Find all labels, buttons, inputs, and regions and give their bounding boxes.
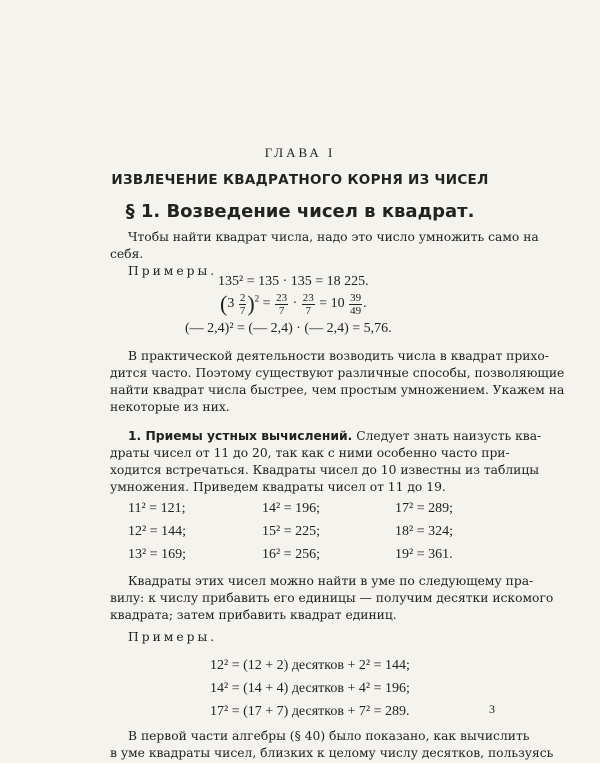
square-entry: 19² = 361. [395,547,453,562]
chapter-title: ИЗВЛЕЧЕНИЕ КВАДРАТНОГО КОРНЯ ИЗ ЧИСЕЛ [111,172,489,188]
example-3: (— 2,4)² = (— 2,4) · (— 2,4) = 5,76. [185,321,392,336]
square-entry: 12² = 144; [128,524,186,539]
intro-line: себя. [110,247,144,261]
square-entry: 13² = 169; [128,547,186,562]
examples-label-2: Примеры. [128,630,218,644]
section-title: § 1. Возведение чисел в квадрат. [125,201,475,222]
rule-line: вилу: к числу прибавить его единицы — получим десятки искомого [110,591,554,605]
practice-line: некоторые из них. [110,400,230,414]
rule-example: 12² = (12 + 2) десятков + 2² = 144; [210,658,410,673]
practice-line: В практической деятельности возводить числа в квадрат прихо- [128,349,549,363]
closing-line: В первой части алгебры (§ 40) было показано, как вычислить [128,729,530,743]
practice-line: найти квадрат числа быстрее, чем простым умножением. Укажем на [110,383,565,397]
closing-line: в уме квадраты чисел, близких к целому числу десятков, пользуясь [110,746,554,760]
square-entry: 16² = 256; [262,547,320,562]
item-1-first-line-rest: Следует знать наизусть ква- [356,429,542,443]
intro-line: Чтобы найти квадрат числа, надо это число умножить само на [128,230,539,244]
rule-line: Квадраты этих чисел можно найти в уме по следующему пра- [128,574,534,588]
rule-example: 14² = (14 + 4) десятков + 4² = 196; [210,681,410,696]
chapter-label: ГЛАВА I [264,145,336,160]
rule-example: 17² = (17 + 7) десятков + 7² = 289. [210,704,410,719]
example-1: 135² = 135 · 135 = 18 225. [218,274,369,289]
examples-label: Примеры. [128,264,218,278]
square-entry: 11² = 121; [128,501,186,516]
rule-line: квадрата; затем прибавить квадрат единиц. [110,608,397,622]
example-2: (3 $\frac{2}{7}$ )$^2$ = $\frac{23}{7}$ · $\frac{23}{7}$ = 10 $\frac{39}{49}$ . [220,291,367,317]
square-entry: 15² = 225; [262,524,320,539]
item-1-heading: 1. Приемы устных вычислений. [128,429,353,443]
square-entry: 17² = 289; [395,501,453,516]
square-entry: 14² = 196; [262,501,320,516]
item-1-line: умножения. Приведем квадраты чисел от 11 до 19. [110,480,446,494]
square-entry: 18² = 324; [395,524,453,539]
item-1-line: драты чисел от 11 до 20, так как с ними особенно часто при- [110,446,510,460]
page-number: 3 [489,702,495,716]
item-1-first-line [128,428,541,446]
item-1-line: ходится встречаться. Квадраты чисел до 10 известны из таблицы [110,463,540,477]
practice-line: дится часто. Поэтому существуют различные способы, позволяющие [110,366,565,380]
